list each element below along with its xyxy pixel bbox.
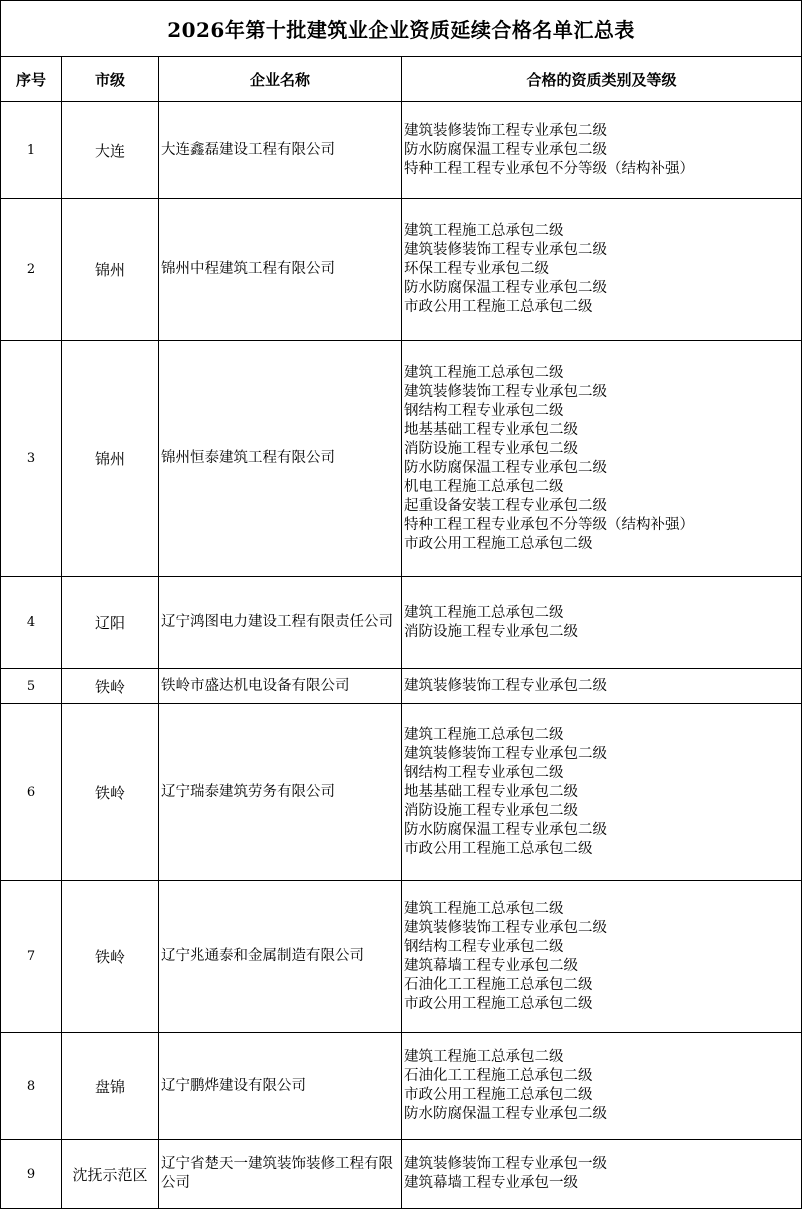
table-row: [1, 341, 802, 577]
row-qualifications: [402, 1140, 802, 1209]
row-city: 铁岭: [62, 704, 159, 881]
table-row: [1, 669, 802, 704]
qualification-item: 建筑工程施工总承包二级: [404, 726, 564, 743]
qualification-item: 特种工程工程专业承包不分等级（结构补强）: [404, 516, 694, 533]
row-index: 3: [1, 341, 62, 577]
qualification-item: 消防设施工程专业承包二级: [404, 440, 578, 457]
table-row: [1, 577, 802, 669]
qualification-item: 建筑幕墙工程专业承包二级: [404, 957, 578, 974]
row-company-name: 辽宁鹏烨建设有限公司: [159, 1033, 402, 1140]
table-row: [1, 199, 802, 341]
qualification-item: 市政公用工程施工总承包二级: [404, 299, 593, 315]
qualification-item: 建筑工程施工总承包二级: [404, 1049, 564, 1065]
row-qualifications: [402, 1033, 802, 1140]
qualification-item: 市政公用工程施工总承包二级: [404, 840, 593, 857]
qualification-item: 建筑工程施工总承包二级: [404, 364, 564, 381]
qualification-item: 建筑装修装饰工程专业承包二级: [404, 677, 607, 694]
table-row: [1, 1140, 802, 1209]
table-body: [1, 102, 802, 1209]
column-header-city: 市级: [62, 57, 159, 102]
row-qualifications: [402, 199, 802, 341]
qualification-item: 钢结构工程专业承包二级: [404, 402, 564, 419]
row-city: 铁岭: [62, 881, 159, 1033]
row-company-name: 锦州中程建筑工程有限公司: [159, 199, 402, 341]
qualification-item: 建筑装修装饰工程专业承包二级: [404, 383, 607, 400]
qualification-item: 建筑工程施工总承包二级: [404, 223, 564, 239]
row-company-name: 辽宁鸿图电力建设工程有限责任公司: [159, 577, 402, 669]
qualification-item: 特种工程工程专业承包不分等级（结构补强）: [404, 160, 694, 177]
qualification-item: 石油化工工程施工总承包二级: [404, 1068, 593, 1084]
header-row: [1, 57, 802, 102]
row-city: 锦州: [62, 341, 159, 577]
qualification-item: 建筑工程施工总承包二级: [404, 900, 564, 917]
row-company-name: 大连鑫磊建设工程有限公司: [159, 102, 402, 199]
title-row: [1, 1, 802, 57]
qualification-item: 建筑幕墙工程专业承包一级: [404, 1175, 578, 1191]
qualification-item: 市政公用工程施工总承包二级: [404, 535, 593, 552]
table-title: 2026年第十批建筑业企业资质延续合格名单汇总表: [1, 1, 802, 57]
row-index: 8: [1, 1033, 62, 1140]
qualification-item: 地基基础工程专业承包二级: [404, 421, 578, 438]
qualification-item: 市政公用工程施工总承包二级: [404, 995, 593, 1012]
qualification-item: 消防设施工程专业承包二级: [404, 802, 578, 819]
row-qualifications: [402, 669, 802, 704]
row-qualifications: [402, 881, 802, 1033]
qualification-item: 防水防腐保温工程专业承包二级: [404, 280, 607, 296]
column-header-qualifications: 合格的资质类别及等级: [402, 57, 802, 102]
qualification-item: 建筑工程施工总承包二级: [404, 604, 564, 621]
column-header-index: 序号: [1, 57, 62, 102]
qualification-item: 防水防腐保温工程专业承包二级: [404, 1106, 607, 1122]
qualification-item: 防水防腐保温工程专业承包二级: [404, 459, 607, 476]
row-qualifications: [402, 341, 802, 577]
qualification-item: 建筑装修装饰工程专业承包二级: [404, 919, 607, 936]
row-company-name: 辽宁兆通泰和金属制造有限公司: [159, 881, 402, 1033]
qualification-item: 市政公用工程施工总承包二级: [404, 1087, 593, 1103]
table-row: [1, 881, 802, 1033]
row-city: 沈抚示范区: [62, 1140, 159, 1209]
row-qualifications: [402, 102, 802, 199]
row-qualifications: [402, 577, 802, 669]
row-city: 锦州: [62, 199, 159, 341]
qualification-item: 钢结构工程专业承包二级: [404, 764, 564, 781]
row-index: 5: [1, 669, 62, 704]
row-qualifications: [402, 704, 802, 881]
qualification-item: 防水防腐保温工程专业承包二级: [404, 821, 607, 838]
row-city: 铁岭: [62, 669, 159, 704]
column-header-company: 企业名称: [159, 57, 402, 102]
table-row: [1, 102, 802, 199]
row-company-name: 辽宁省楚天一建筑装饰装修工程有限公司: [159, 1140, 402, 1209]
qualification-item: 建筑装修装饰工程专业承包二级: [404, 242, 607, 258]
row-index: 9: [1, 1140, 62, 1209]
row-company-name: 锦州恒泰建筑工程有限公司: [159, 341, 402, 577]
table-row: [1, 704, 802, 881]
qualification-item: 建筑装修装饰工程专业承包二级: [404, 122, 607, 139]
row-city: 盘锦: [62, 1033, 159, 1140]
row-company-name: 铁岭市盛达机电设备有限公司: [159, 669, 402, 704]
qualification-item: 石油化工工程施工总承包二级: [404, 976, 593, 993]
row-index: 6: [1, 704, 62, 881]
qualification-item: 环保工程专业承包二级: [404, 261, 549, 277]
row-index: 7: [1, 881, 62, 1033]
qualification-item: 防水防腐保温工程专业承包二级: [404, 141, 607, 158]
qualification-item: 地基基础工程专业承包二级: [404, 783, 578, 800]
row-company-name: 辽宁瑞泰建筑劳务有限公司: [159, 704, 402, 881]
qualification-item: 钢结构工程专业承包二级: [404, 938, 564, 955]
qualification-item: 建筑装修装饰工程专业承包二级: [404, 745, 607, 762]
row-index: 2: [1, 199, 62, 341]
table-row: [1, 1033, 802, 1140]
row-city: 辽阳: [62, 577, 159, 669]
qualification-item: 起重设备安装工程专业承包二级: [404, 497, 607, 514]
row-city: 大连: [62, 102, 159, 199]
row-index: 4: [1, 577, 62, 669]
row-index: 1: [1, 102, 62, 199]
qualification-item: 建筑装修装饰工程专业承包一级: [404, 1156, 607, 1172]
qualification-item: 消防设施工程专业承包二级: [404, 623, 578, 640]
qualification-item: 机电工程施工总承包二级: [404, 478, 564, 495]
